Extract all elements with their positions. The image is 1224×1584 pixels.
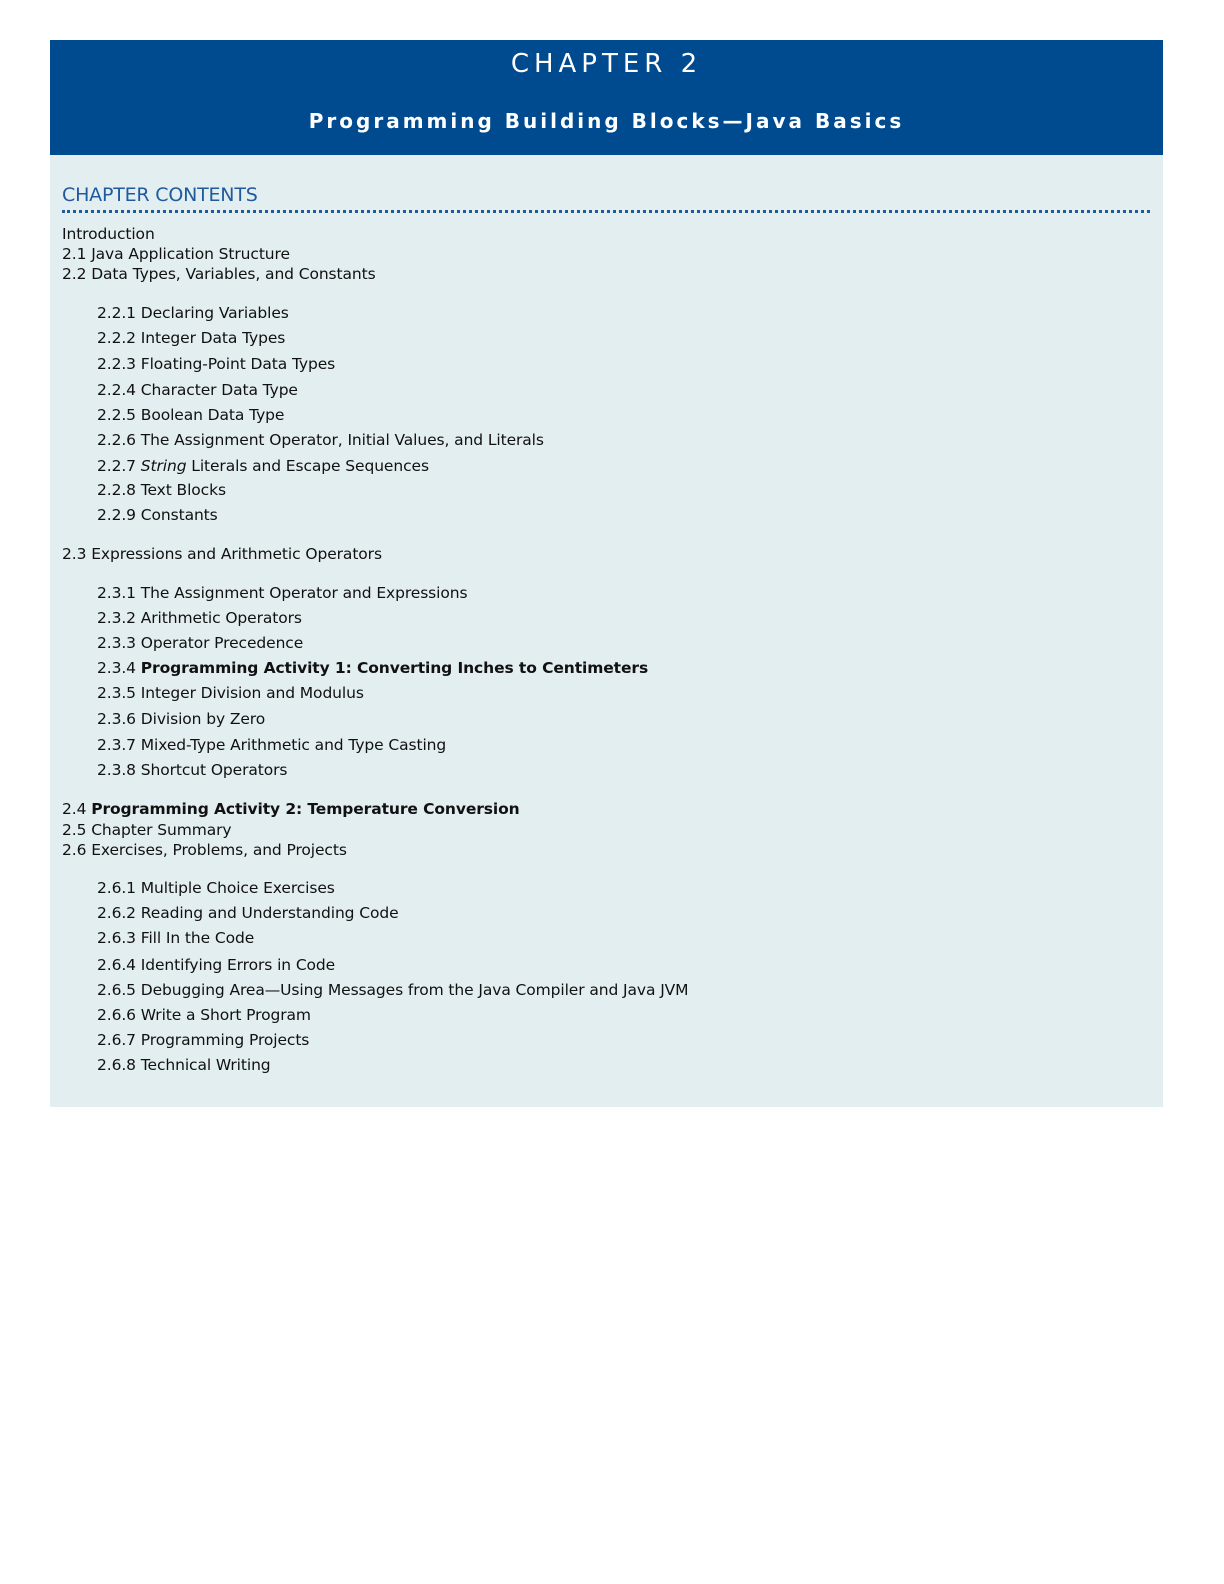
toc-entry-2-2-8[interactable] — [97, 480, 226, 500]
toc-entry-number: 2.2.6 — [97, 431, 136, 449]
toc-entry-text: Declaring Variables — [140, 304, 289, 322]
toc-entry-number: 2.3.7 — [97, 736, 136, 754]
toc-entry-number: 2.6.7 — [97, 1031, 136, 1049]
toc-entry-text: Multiple Choice Exercises — [140, 879, 335, 897]
toc-entry-2-2[interactable] — [62, 264, 376, 284]
toc-entry-text: Character Data Type — [140, 381, 298, 399]
toc-entry-2-1[interactable] — [62, 244, 290, 264]
toc-entry-2-6[interactable] — [62, 840, 347, 860]
toc-entry-2-2-5[interactable] — [97, 405, 284, 425]
toc-entry-text: Identifying Errors in Code — [140, 956, 336, 974]
toc-entry-text: Exercises, Problems, and Projects — [91, 841, 347, 859]
toc-entry-2-2-2[interactable] — [97, 328, 285, 348]
toc-entry-2-6-1[interactable] — [97, 878, 335, 898]
toc-entry-2-5[interactable] — [62, 820, 232, 840]
toc-entry-number: 2.2.4 — [97, 381, 136, 399]
toc-entry-text: Technical Writing — [140, 1056, 271, 1074]
toc-entry-number: 2.6.8 — [97, 1056, 136, 1074]
toc-entry-text: Data Types, Variables, and Constants — [91, 265, 376, 283]
toc-entry-number: 2.2.7 — [97, 457, 136, 475]
toc-entry-number: 2.6.5 — [97, 981, 136, 999]
toc-entry-number: 2.3.3 — [97, 634, 136, 652]
toc-entry-2-3-1[interactable] — [97, 583, 467, 603]
chapter-title: Programming Building Blocks—Java Basics — [308, 109, 905, 133]
toc-entry-text: Integer Data Types — [140, 329, 286, 347]
toc-entry-text: Introduction — [62, 225, 155, 243]
toc-entry-text: Fill In the Code — [140, 929, 255, 947]
toc-entry-text: Arithmetic Operators — [140, 609, 302, 627]
toc-entry-number: 2.1 — [62, 245, 87, 263]
toc-entry-2-3-4[interactable] — [97, 658, 648, 678]
toc-entry-number: 2.6.1 — [97, 879, 136, 897]
toc-entry-number: 2.2.8 — [97, 481, 136, 499]
toc-entry-2-3-7[interactable] — [97, 735, 446, 755]
toc-entry-2-6-2[interactable] — [97, 903, 399, 923]
toc-entry-text: Constants — [140, 506, 218, 524]
toc-entry-2-2-3[interactable] — [97, 354, 335, 374]
toc-entry-text: Shortcut Operators — [140, 761, 288, 779]
toc-entry-text: Programming Activity 2: Temperature Conversion — [91, 800, 520, 818]
toc-entry-text: Operator Precedence — [140, 634, 304, 652]
toc-entry-2-6-3[interactable] — [97, 928, 254, 948]
toc-entry-number: 2.6.4 — [97, 956, 136, 974]
toc-entry-text: Chapter Summary — [91, 821, 232, 839]
toc-entry-text: Literals and Escape Sequences — [191, 457, 429, 475]
toc-entry-number: 2.6.3 — [97, 929, 136, 947]
toc-entry-2-6-5[interactable] — [97, 980, 688, 1000]
toc-entry-2-3-6[interactable] — [97, 709, 265, 729]
toc-entry-number: 2.2.2 — [97, 329, 136, 347]
toc-entry-number: 2.3.6 — [97, 710, 136, 728]
toc-entry-2-6-7[interactable] — [97, 1030, 309, 1050]
toc-entry-2-2-1[interactable] — [97, 303, 289, 323]
toc-entry-2-2-6[interactable] — [97, 430, 544, 450]
toc-entry-text: Boolean Data Type — [140, 406, 285, 424]
chapter-contents-panel — [50, 155, 1163, 1107]
toc-entry-2-6-8[interactable] — [97, 1055, 271, 1075]
toc-entry-number: 2.5 — [62, 821, 87, 839]
toc-entry-2-6-6[interactable] — [97, 1005, 311, 1025]
toc-entry-number: 2.3.2 — [97, 609, 136, 627]
toc-entry-2-3-3[interactable] — [97, 633, 303, 653]
toc-entry-2-3-2[interactable] — [97, 608, 302, 628]
toc-entry-text: Floating-Point Data Types — [140, 355, 336, 373]
chapter-header — [50, 40, 1163, 155]
toc-entry-number: 2.3.8 — [97, 761, 136, 779]
toc-entry-2-2-9[interactable] — [97, 505, 218, 525]
toc-entry-2-3-5[interactable] — [97, 683, 364, 703]
toc-entry-2-3[interactable] — [62, 544, 382, 564]
toc-entry-text: Integer Division and Modulus — [140, 684, 364, 702]
toc-entry-number: 2.3.1 — [97, 584, 136, 602]
toc-entry-2-2-4[interactable] — [97, 380, 298, 400]
toc-entry-number: 2.2.5 — [97, 406, 136, 424]
toc-entry-number: 2.3.4 — [97, 659, 136, 677]
toc-entry-2-6-4[interactable] — [97, 955, 335, 975]
toc-entry-text: Text Blocks — [140, 481, 226, 499]
toc-entry-text: Write a Short Program — [140, 1006, 311, 1024]
toc-entry-text: Reading and Understanding Code — [140, 904, 399, 922]
toc-entry-number: 2.6.6 — [97, 1006, 136, 1024]
toc-entry-number: 2.2.1 — [97, 304, 136, 322]
toc-entry-text: Debugging Area—Using Messages from the Java Compiler and Java JVM — [140, 981, 689, 999]
toc-entry-text: Mixed-Type Arithmetic and Type Casting — [140, 736, 447, 754]
toc-entry-text: Java Application Structure — [91, 245, 290, 263]
toc-entry-number: 2.2.3 — [97, 355, 136, 373]
toc-entry-text: Expressions and Arithmetic Operators — [91, 545, 382, 563]
toc-entry-text: The Assignment Operator, Initial Values, and Literals — [140, 431, 544, 449]
toc-entry-text: Division by Zero — [140, 710, 266, 728]
toc-entry-number: 2.6.2 — [97, 904, 136, 922]
toc-entry-text: Programming Projects — [140, 1031, 310, 1049]
toc-entry-number: 2.3 — [62, 545, 87, 563]
toc-entry-2-4[interactable] — [62, 799, 520, 819]
toc-entry-introduction[interactable] — [62, 224, 155, 244]
toc-entry-number: 2.6 — [62, 841, 87, 859]
toc-entry-number: 2.3.5 — [97, 684, 136, 702]
toc-entry-2-2-7[interactable] — [97, 456, 429, 476]
toc-entry-2-3-8[interactable] — [97, 760, 287, 780]
toc-entry-number: 2.4 — [62, 800, 87, 818]
chapter-label: CHAPTER 2 — [510, 49, 703, 79]
toc-entry-italic-term: String — [140, 457, 187, 475]
toc-entry-number: 2.2.9 — [97, 506, 136, 524]
toc-entry-text: Programming Activity 1: Converting Inches to Centimeters — [140, 659, 649, 677]
contents-heading: CHAPTER CONTENTS — [62, 184, 258, 206]
toc-entry-number: 2.2 — [62, 265, 87, 283]
dotted-divider — [62, 210, 1150, 213]
toc-entry-text: The Assignment Operator and Expressions — [140, 584, 468, 602]
